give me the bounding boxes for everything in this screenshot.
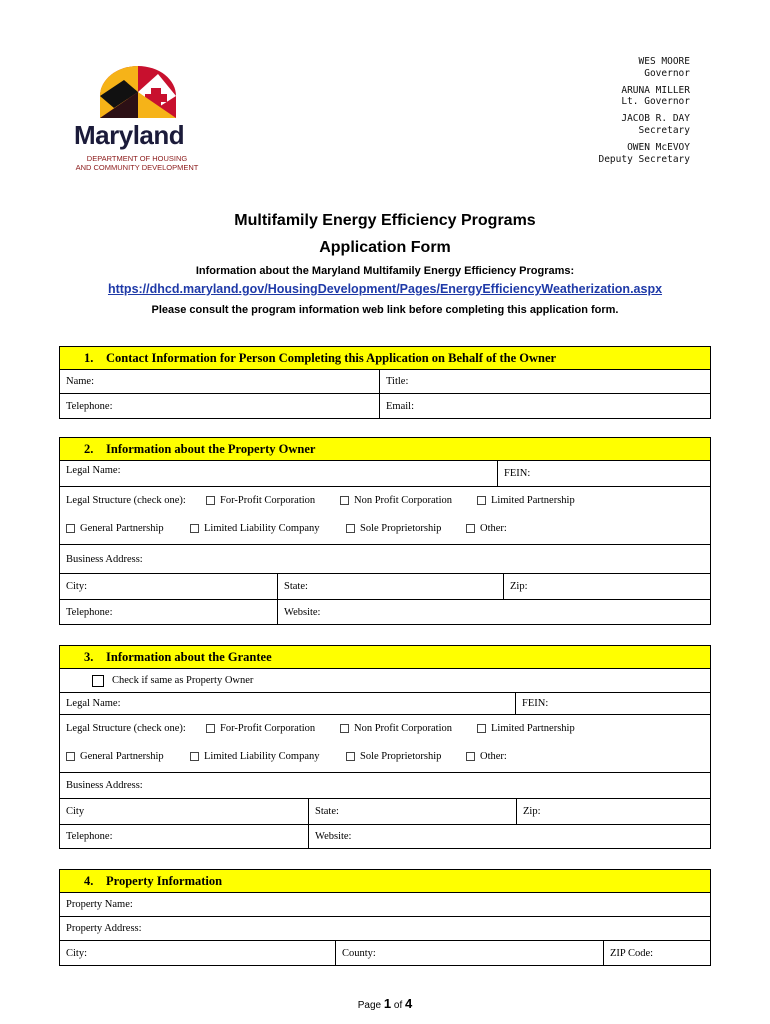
checkbox-general-partnership[interactable] <box>66 743 164 769</box>
consult-notice: Please consult the program information web link before completing this application form. <box>151 304 619 316</box>
page-word: Page <box>357 1000 382 1011</box>
field-label: Name: <box>66 376 94 387</box>
checkbox-sole-proprietorship[interactable] <box>346 743 441 769</box>
logo-dept-line1: DEPARTMENT OF HOUSING <box>86 154 188 163</box>
checkbox-llc[interactable] <box>190 743 320 769</box>
field-label: State: <box>315 806 339 817</box>
form-row <box>60 893 710 917</box>
form-row <box>60 941 710 965</box>
option-label: Other: <box>480 750 507 762</box>
section-property-info <box>59 869 711 966</box>
field-label: Zip: <box>510 581 528 592</box>
checkbox-for-profit[interactable] <box>206 487 315 513</box>
form-row <box>60 825 710 848</box>
option-label: General Partnership <box>80 750 164 762</box>
checkbox-other[interactable] <box>466 515 507 541</box>
checkbox-icon[interactable] <box>340 724 349 733</box>
form-row <box>60 773 710 799</box>
checkbox-for-profit[interactable] <box>206 715 315 741</box>
section-number: 1. <box>84 351 94 365</box>
checkbox-icon[interactable] <box>92 675 104 687</box>
field-label: Website: <box>315 831 352 842</box>
field-label: Legal Name: <box>66 698 121 709</box>
option-label: Sole Proprietorship <box>360 750 442 762</box>
field-label: County: <box>342 947 376 959</box>
name-field[interactable] <box>60 370 379 393</box>
form-row <box>60 370 710 394</box>
section-property-owner <box>59 437 711 625</box>
field-label: Business Address: <box>66 553 143 565</box>
checkbox-icon[interactable] <box>66 524 75 533</box>
total-pages: 4 <box>405 996 413 1011</box>
checkbox-general-partnership[interactable] <box>66 515 164 541</box>
section-header <box>60 646 710 669</box>
checkbox-icon[interactable] <box>340 496 349 505</box>
checkbox-icon[interactable] <box>206 496 215 505</box>
option-label: General Partnership <box>80 522 164 534</box>
official-role: Secretary <box>638 124 690 136</box>
program-info-link[interactable]: https://dhcd.maryland.gov/HousingDevelopment/Pages/EnergyEfficiencyWeatherization.aspx <box>107 282 663 296</box>
form-row <box>60 600 710 624</box>
of-word: of <box>393 1000 403 1011</box>
page-number <box>0 996 770 1011</box>
checkbox-llc[interactable] <box>190 515 320 541</box>
option-label: Limited Liability Company <box>204 522 320 534</box>
website-field[interactable] <box>308 825 710 848</box>
field-label: Business Address: <box>66 780 143 791</box>
checkbox-non-profit[interactable] <box>340 487 452 513</box>
checkbox-limited-partnership[interactable] <box>477 715 575 741</box>
option-label: Limited Partnership <box>491 722 575 734</box>
field-label: Legal Structure (check one): <box>66 722 186 734</box>
checkbox-icon[interactable] <box>346 752 355 761</box>
option-label: Other: <box>480 522 507 534</box>
checkbox-icon[interactable] <box>190 752 199 761</box>
section-title: Information about the Grantee <box>106 650 272 664</box>
field-label: City <box>66 806 85 817</box>
checkbox-same-as-owner[interactable] <box>92 669 253 692</box>
logo-wordmark: Maryland <box>74 120 185 150</box>
field-label: Email: <box>386 400 414 412</box>
section-number: 4. <box>84 874 94 888</box>
option-label: Non Profit Corporation <box>354 722 452 734</box>
checkbox-icon[interactable] <box>66 752 75 761</box>
fein-field[interactable] <box>497 461 710 486</box>
checkbox-icon[interactable] <box>346 524 355 533</box>
checkbox-limited-partnership[interactable] <box>477 487 575 513</box>
option-label: Sole Proprietorship <box>360 522 442 534</box>
section-grantee <box>59 645 711 849</box>
email-field[interactable] <box>379 394 710 418</box>
section-header <box>60 870 710 893</box>
page-subtitle: Application Form <box>319 239 451 256</box>
zip-code-field[interactable] <box>603 941 710 965</box>
field-label: Zip: <box>523 806 541 817</box>
official-role: Deputy Secretary <box>598 153 690 165</box>
official-role: Governor <box>644 67 690 79</box>
legal-structure-label <box>66 487 186 513</box>
checkbox-icon[interactable] <box>466 524 475 533</box>
section-number: 2. <box>84 442 94 456</box>
legal-structure-label <box>66 715 186 741</box>
field-label: Title: <box>386 376 409 387</box>
option-label: For-Profit Corporation <box>220 494 316 506</box>
legal-structure-row <box>60 487 710 545</box>
field-label: State: <box>284 581 308 592</box>
checkbox-icon[interactable] <box>466 752 475 761</box>
field-label: City: <box>66 947 88 959</box>
checkbox-non-profit[interactable] <box>340 715 452 741</box>
option-label: Limited Liability Company <box>204 750 320 762</box>
field-label: Legal Name: <box>66 465 121 476</box>
county-field[interactable] <box>335 941 603 965</box>
field-label: ZIP Code: <box>610 947 654 959</box>
official-role: Lt. Governor <box>621 96 690 108</box>
telephone-field[interactable] <box>60 825 308 848</box>
section-number: 3. <box>84 650 94 664</box>
title-field[interactable] <box>379 370 710 393</box>
official-name: WES MOORE <box>638 56 690 67</box>
field-label: City: <box>66 581 88 592</box>
zip-field[interactable] <box>503 574 710 599</box>
section-title: Contact Information for Person Completing this Application on Behalf of the Owner <box>106 351 557 365</box>
property-name-field[interactable] <box>60 893 710 916</box>
field-label: Legal Structure (check one): <box>66 494 186 506</box>
officials-list <box>598 56 690 165</box>
maryland-flag-icon <box>96 66 180 118</box>
form-row <box>60 574 710 600</box>
option-label: Limited Partnership <box>491 494 575 506</box>
legal-name-field[interactable] <box>60 461 497 486</box>
city-field[interactable] <box>60 941 335 965</box>
field-label: Property Address: <box>66 923 142 934</box>
business-address-field[interactable] <box>60 545 710 573</box>
form-row <box>60 461 710 487</box>
state-field[interactable] <box>308 799 516 824</box>
field-label: Website: <box>284 606 321 618</box>
official-name: JACOB R. DAY <box>621 113 690 125</box>
telephone-field[interactable] <box>60 394 379 418</box>
checkbox-sole-proprietorship[interactable] <box>346 515 441 541</box>
logo-department <box>62 154 212 172</box>
official-name: ARUNA MILLER <box>621 84 690 96</box>
maryland-dhcd-logo <box>62 66 212 176</box>
city-field[interactable] <box>60 574 277 599</box>
business-address-field[interactable] <box>60 773 710 798</box>
website-field[interactable] <box>277 600 710 624</box>
form-row <box>60 669 710 693</box>
state-field[interactable] <box>277 574 503 599</box>
field-label: FEIN: <box>504 468 531 479</box>
field-label: Telephone: <box>66 400 113 412</box>
option-label: For-Profit Corporation <box>220 722 316 734</box>
form-row <box>60 799 710 825</box>
current-page: 1 <box>383 996 392 1011</box>
option-label: Non Profit Corporation <box>354 494 452 506</box>
fein-field[interactable] <box>515 693 710 714</box>
official-name: OWEN McEVOY <box>627 141 690 153</box>
checkbox-other[interactable] <box>466 743 507 769</box>
section-title: Information about the Property Owner <box>106 442 316 456</box>
field-label: Telephone: <box>66 831 113 842</box>
checkbox-icon[interactable] <box>477 496 486 505</box>
form-row <box>60 545 710 574</box>
form-row <box>60 917 710 941</box>
checkbox-icon[interactable] <box>206 724 215 733</box>
section-title: Property Information <box>106 874 223 888</box>
section-header <box>60 347 710 370</box>
checkbox-icon[interactable] <box>190 524 199 533</box>
logo-dept-line2: AND COMMUNITY DEVELOPMENT <box>75 163 199 172</box>
info-text: Information about the Maryland Multifamily Energy Efficiency Programs: <box>195 265 575 277</box>
checkbox-icon[interactable] <box>477 724 486 733</box>
city-field[interactable] <box>60 799 308 824</box>
telephone-field[interactable] <box>60 600 277 624</box>
legal-structure-row <box>60 715 710 773</box>
page-title: Multifamily Energy Efficiency Programs <box>234 212 536 229</box>
section-contact-info <box>59 346 711 419</box>
form-row <box>60 693 710 715</box>
field-label: Telephone: <box>66 606 113 618</box>
field-label: FEIN: <box>522 698 549 709</box>
legal-name-field[interactable] <box>60 693 515 714</box>
section-header <box>60 438 710 461</box>
option-label: Check if same as Property Owner <box>112 675 254 686</box>
field-label: Property Name: <box>66 899 133 910</box>
form-row <box>60 394 710 418</box>
property-address-field[interactable] <box>60 917 710 940</box>
zip-field[interactable] <box>516 799 710 824</box>
